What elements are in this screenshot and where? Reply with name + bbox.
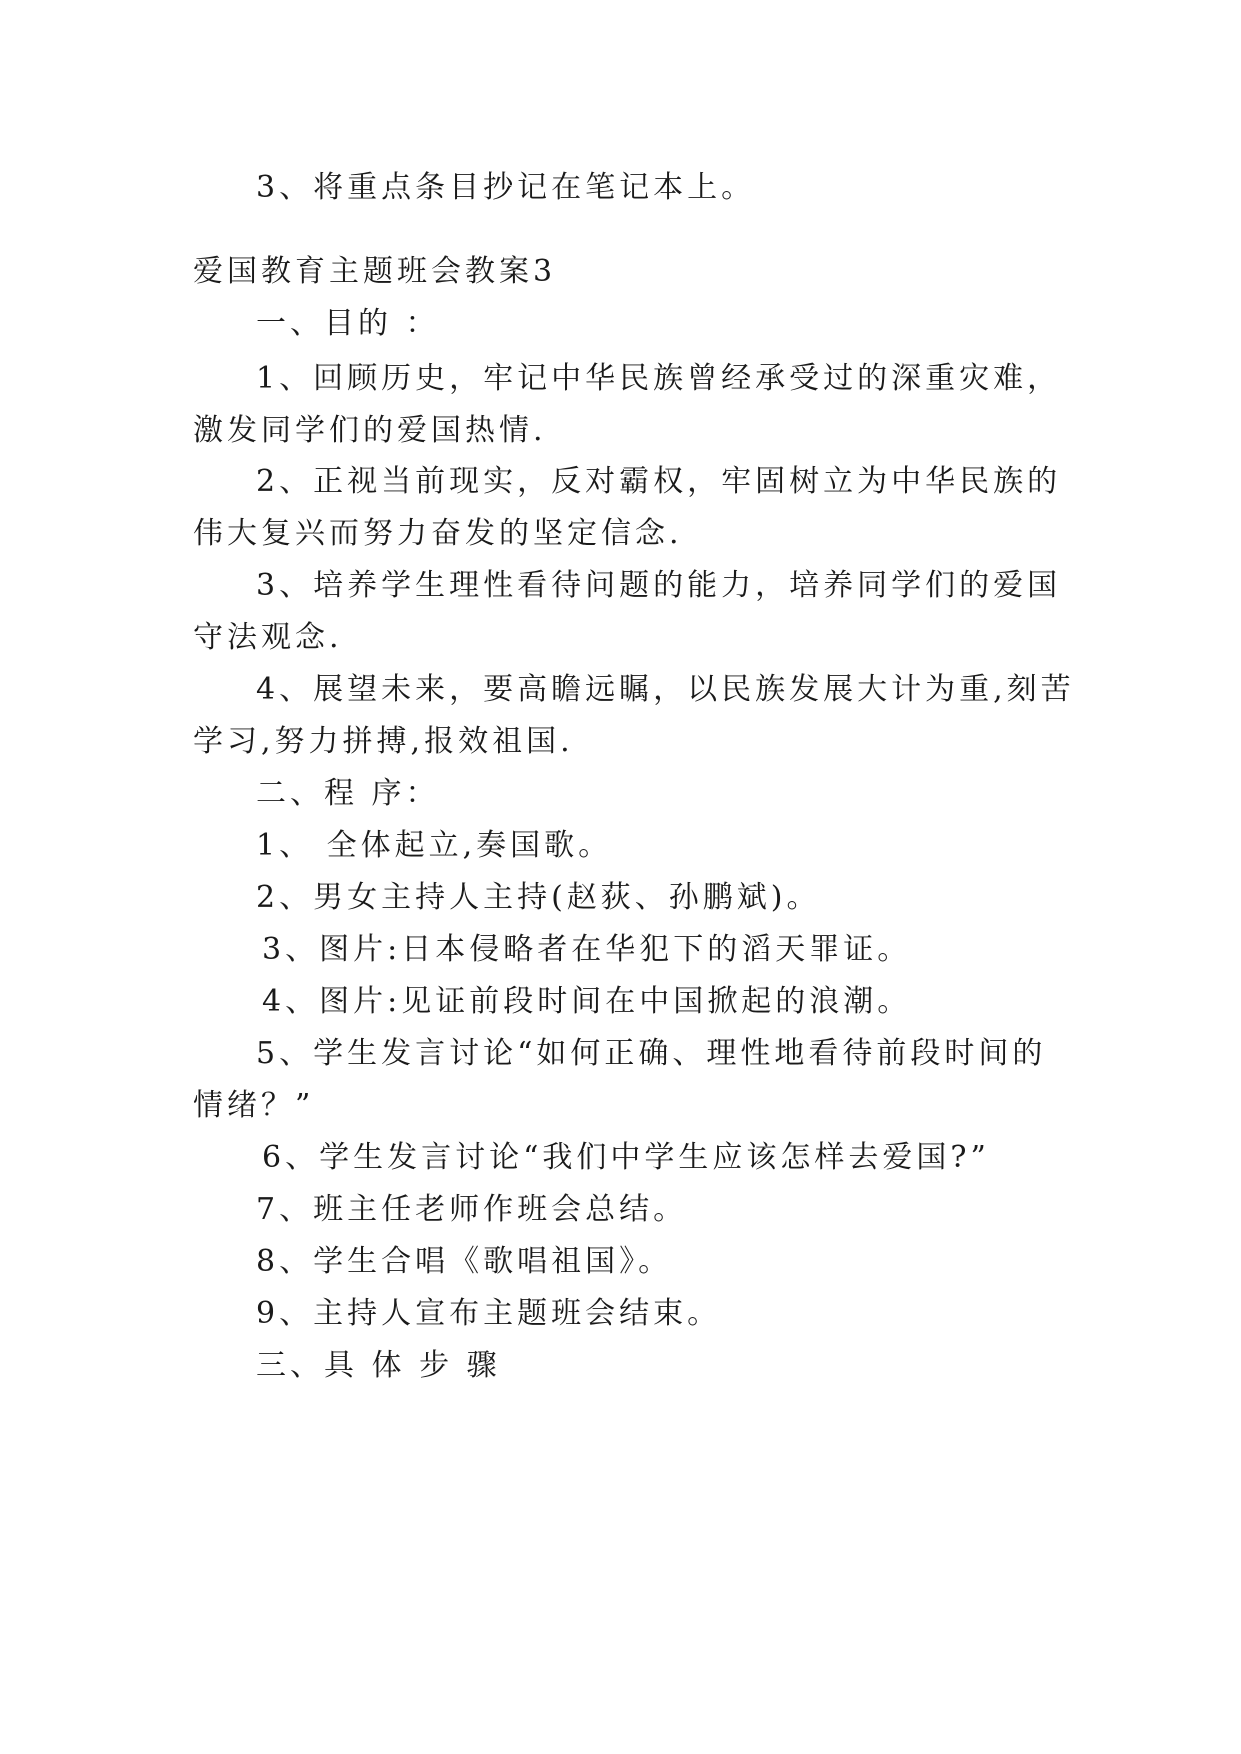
procedure-item-5: 5、学生发言讨论“如何正确、理性地看待前段时间的 bbox=[256, 1036, 1047, 1071]
procedure-item-8: 8、学生合唱《歌唱祖国》。 bbox=[256, 1244, 673, 1279]
goal-item-1-continued: 激发同学们的爱国热情. bbox=[193, 413, 547, 448]
section-heading-procedure: 二、程 序： bbox=[256, 776, 440, 811]
procedure-item-1: 1、 全体起立,奏国歌。 bbox=[256, 828, 613, 863]
procedure-item-3: 3、图片:日本侵略者在华犯下的滔天罪证。 bbox=[262, 932, 912, 967]
goal-item-2: 2、正视当前现实，反对霸权，牢固树立为中华民族的 bbox=[256, 464, 1062, 499]
goal-item-3: 3、培养学生理性看待问题的能力，培养同学们的爱国 bbox=[256, 568, 1062, 603]
procedure-item-4: 4、图片:见证前段时间在中国掀起的浪潮。 bbox=[262, 984, 912, 1019]
section-heading-steps: 三、具 体 步 骤 bbox=[256, 1348, 501, 1383]
goal-item-4: 4、展望未来，要高瞻远瞩，以民族发展大计为重,刻苦 bbox=[256, 672, 1075, 707]
procedure-item-2: 2、男女主持人主持(赵荻、孙鹏斌)。 bbox=[256, 880, 821, 915]
goal-item-1: 1、回顾历史，牢记中华民族曾经承受过的深重灾难， bbox=[256, 361, 1062, 396]
procedure-item-6: 6、学生发言讨论“我们中学生应该怎样去爱国?” bbox=[262, 1140, 990, 1175]
goal-item-2-continued: 伟大复兴而努力奋发的坚定信念. bbox=[193, 516, 683, 551]
procedure-item-9: 9、主持人宣布主题班会结束。 bbox=[256, 1296, 722, 1331]
procedure-item-5-continued: 情绪？” bbox=[193, 1088, 315, 1123]
document-title: 爱国教育主题班会教案3 bbox=[193, 254, 557, 289]
procedure-item-7: 7、班主任老师作班会总结。 bbox=[256, 1192, 688, 1227]
goal-item-4-continued: 学习,努力拼搏,报效祖国. bbox=[193, 724, 574, 759]
goal-item-3-continued: 守法观念. bbox=[193, 620, 343, 655]
carryover-list-item: 3、将重点条目抄记在笔记本上。 bbox=[256, 170, 756, 205]
section-heading-purpose: 一、目的 ： bbox=[256, 306, 440, 341]
